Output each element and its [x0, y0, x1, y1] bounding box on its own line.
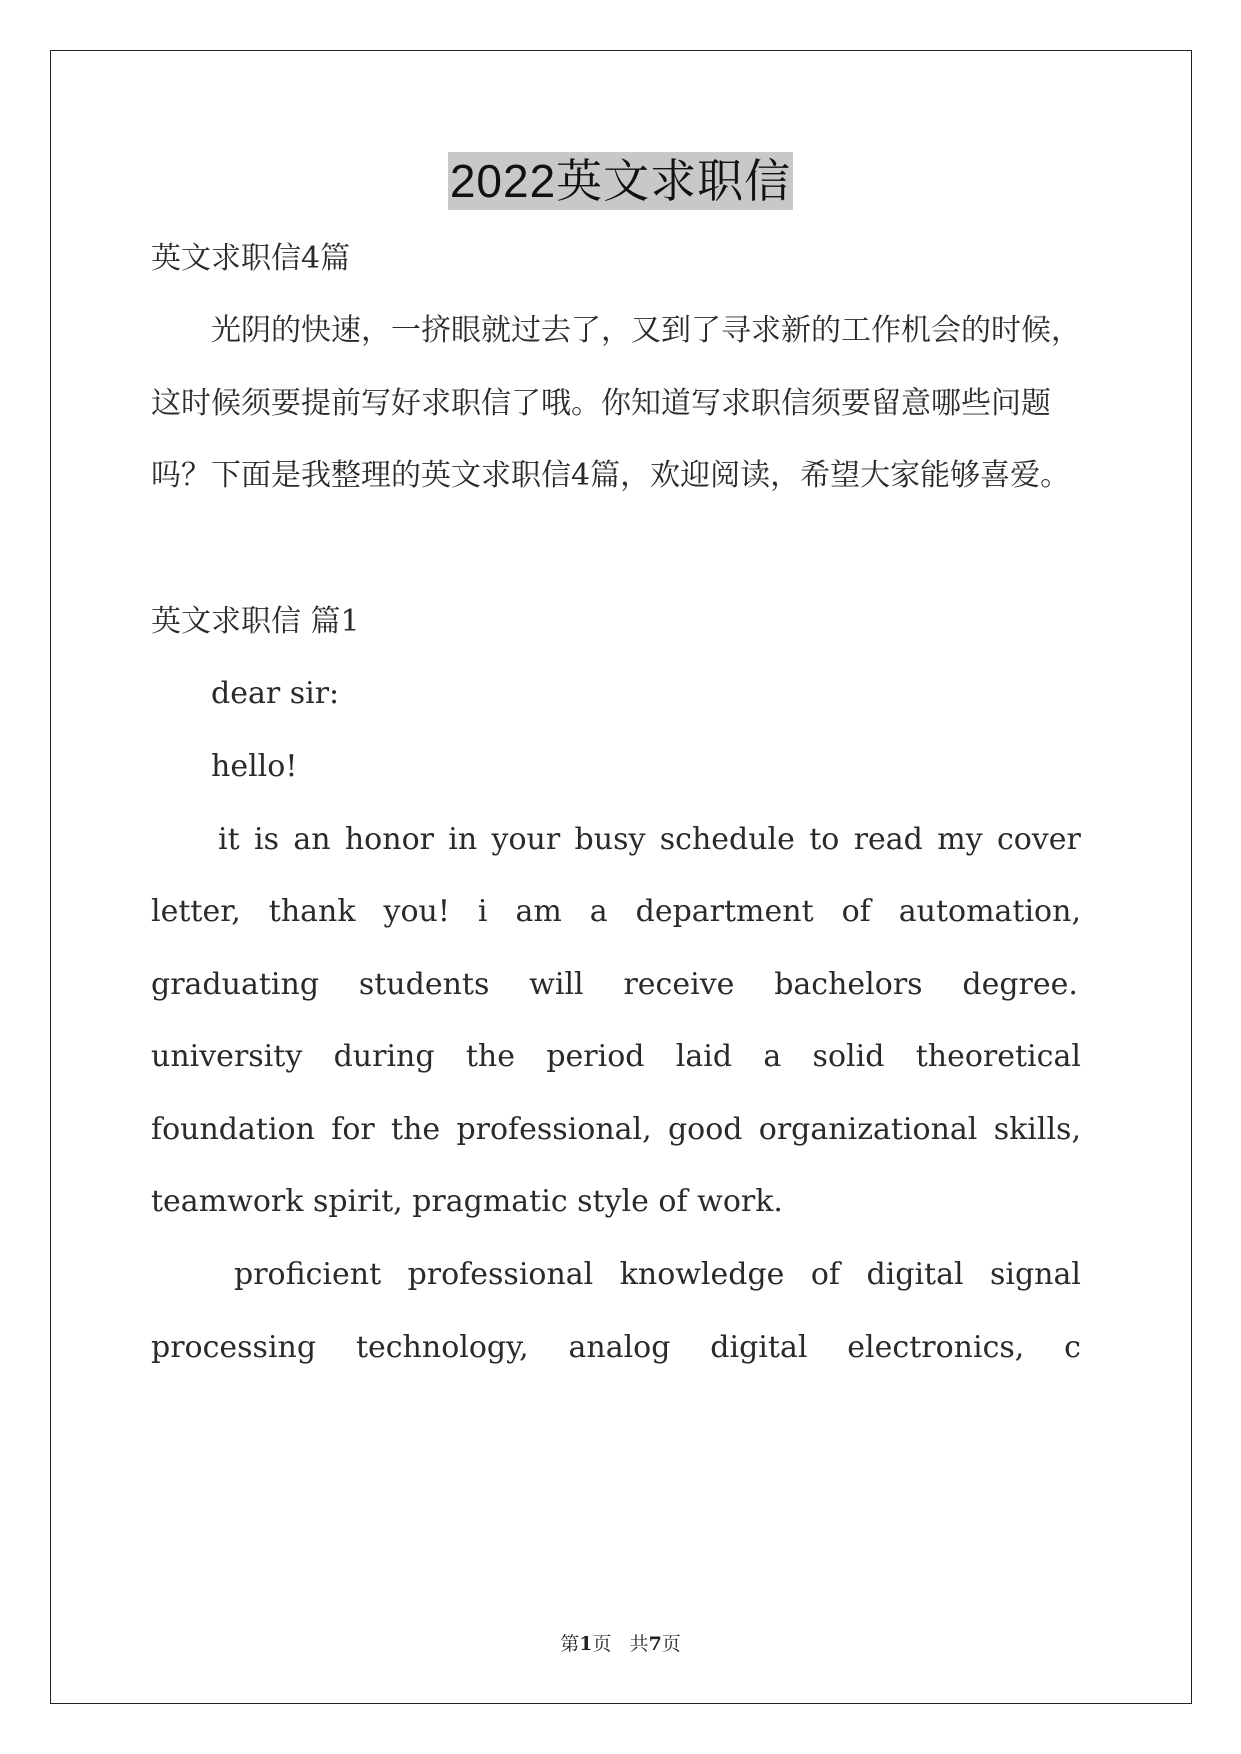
document-subtitle: 英文求职信4篇 [151, 241, 351, 276]
word: of [810, 1257, 841, 1292]
word: theoretical [915, 1039, 1081, 1074]
word: an [293, 822, 331, 857]
word: c [1064, 1330, 1081, 1365]
word: analog [568, 1330, 671, 1365]
document-title: 2022英文求职信 [448, 152, 793, 210]
paragraph-1-line: teamwork spirit, pragmatic style of work. [151, 1184, 783, 1219]
word: letter, [151, 894, 241, 929]
word: professional, [456, 1112, 652, 1147]
salutation: dear sir: [211, 676, 340, 711]
word: organizational [758, 1112, 978, 1147]
footer-total-pages: 7 [648, 1633, 662, 1655]
word: receive [623, 967, 735, 1002]
section-heading: 英文求职信 篇1 [151, 604, 360, 639]
word: honor [344, 822, 434, 857]
word: proficient [234, 1257, 382, 1292]
word: is [253, 822, 279, 857]
word: skills, [993, 1112, 1081, 1147]
word: you! [383, 894, 450, 929]
intro-line-1: 光阴的快速，一挤眼就过去了，又到了寻求新的工作机会的时候， [211, 313, 1081, 348]
greeting: hello! [211, 749, 298, 784]
word: busy [574, 822, 646, 857]
word: automation, [898, 894, 1081, 929]
title-container [0, 152, 1241, 210]
footer-middle: 页 共 [592, 1633, 649, 1655]
word: department [635, 894, 814, 929]
word: the [465, 1039, 516, 1074]
word: schedule [659, 822, 795, 857]
word: professional [407, 1257, 594, 1292]
paragraph-1-line [151, 1037, 1081, 1077]
word: bachelors [774, 967, 923, 1002]
page-footer [0, 1629, 1241, 1656]
word: period [546, 1039, 645, 1074]
word: knowledge [619, 1257, 785, 1292]
word: a [589, 894, 608, 929]
word: of [841, 894, 871, 929]
word: good [667, 1112, 743, 1147]
paragraph-1-line [151, 892, 1081, 932]
paragraph-2-line [151, 1328, 1081, 1368]
paragraph-1-line [151, 1110, 1081, 1150]
word: foundation [151, 1112, 315, 1147]
intro-line-3: 吗？下面是我整理的英文求职信4篇，欢迎阅读，希望大家能够喜爱。 [151, 458, 1071, 493]
word: signal [989, 1257, 1081, 1292]
footer-page-number: 1 [579, 1633, 593, 1655]
word: electronics, [847, 1330, 1025, 1365]
word: degree. [962, 967, 1078, 1002]
word: the [391, 1112, 441, 1147]
word: during [333, 1039, 435, 1074]
word: cover [996, 822, 1081, 857]
word: to [809, 822, 840, 857]
word: digital [710, 1330, 808, 1365]
word: am [515, 894, 562, 929]
word: thank [268, 894, 356, 929]
word: processing [151, 1330, 317, 1365]
word: graduating [151, 967, 320, 1002]
word: it [218, 822, 240, 857]
word: digital [866, 1257, 964, 1292]
paragraph-2-line [234, 1255, 1081, 1295]
intro-line-2: 这时候须要提前写好求职信了哦。你知道写求职信须要留意哪些问题 [151, 386, 1051, 421]
word: read [853, 822, 923, 857]
word: will [529, 967, 584, 1002]
page-border [50, 50, 1192, 1704]
footer-prefix: 第 [560, 1633, 580, 1655]
paragraph-1-line [151, 965, 1078, 1005]
paragraph-1-line [218, 820, 1081, 860]
footer-suffix: 页 [661, 1633, 681, 1655]
word: a [763, 1039, 782, 1074]
word: i [477, 894, 488, 929]
word: technology, [355, 1330, 529, 1365]
word: students [358, 967, 490, 1002]
word: solid [812, 1039, 885, 1074]
word: in [448, 822, 478, 857]
word: university [151, 1039, 303, 1074]
word: laid [675, 1039, 733, 1074]
word: my [937, 822, 983, 857]
word: for [331, 1112, 375, 1147]
word: your [491, 822, 561, 857]
